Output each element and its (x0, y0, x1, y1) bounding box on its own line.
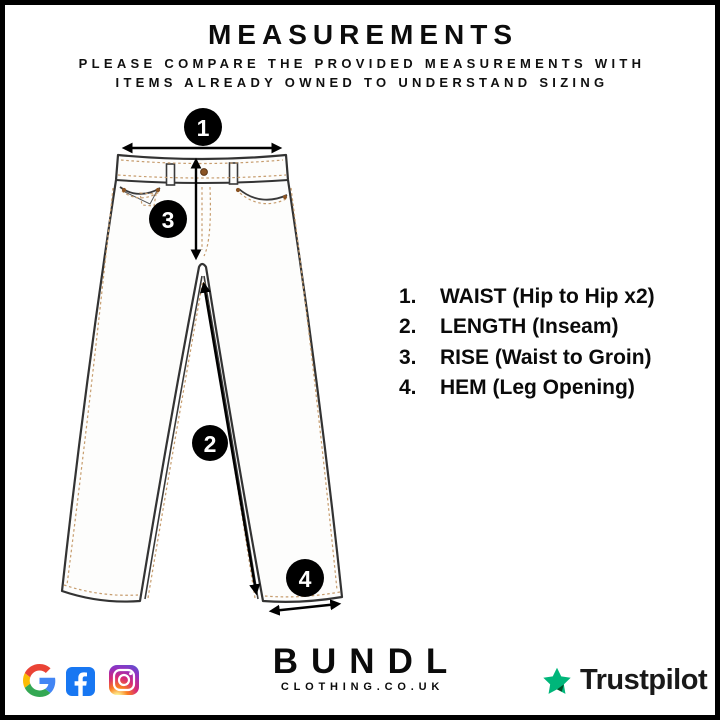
legend-label: RISE (Waist to Groin) (440, 345, 652, 369)
trustpilot-wordmark: Trustpilot (580, 664, 708, 696)
legend-item-length (399, 312, 655, 342)
marker-hem-number: 4 (298, 566, 312, 592)
legend-label: WAIST (Hip to Hip x2) (440, 285, 655, 308)
legend-number: 2. (399, 315, 417, 339)
marker-rise-number: 3 (161, 207, 175, 233)
subtitle-line-1: PLEASE COMPARE THE PROVIDED MEASUREMENTS WITH (78, 56, 646, 71)
marker-length (192, 425, 228, 461)
legend-label: LENGTH (Inseam) (440, 315, 619, 339)
jeans-belt-loop-right (230, 163, 238, 184)
jeans-belt-loop-left (167, 164, 175, 185)
trustpilot-logo (542, 665, 707, 696)
legend-number: 3. (399, 345, 417, 369)
page-title: MEASUREMENTS (207, 19, 518, 50)
legend-number: 1. (399, 285, 417, 308)
subtitle-line-2: ITEMS ALREADY OWNED TO UNDERSTAND SIZING (115, 75, 609, 90)
trustpilot-star-icon (542, 667, 572, 695)
marker-hem (286, 559, 324, 597)
legend-item-hem (399, 373, 655, 403)
jeans-outline (62, 155, 342, 602)
jeans-button (201, 169, 208, 176)
brand-name: BUNDL (272, 642, 461, 681)
brand-domain: CLOTHING.CO.UK (280, 681, 445, 693)
marker-waist-number: 1 (196, 115, 210, 141)
marker-rise (149, 200, 187, 238)
measurement-legend (399, 282, 655, 403)
legend-item-waist (399, 282, 655, 312)
hem-measure-arrow (272, 604, 338, 611)
marker-waist (184, 108, 222, 146)
legend-label: HEM (Leg Opening) (440, 375, 635, 399)
marker-length-number: 2 (203, 431, 217, 457)
page-subtitle (0, 54, 720, 92)
jeans-measurement-diagram (40, 100, 390, 625)
legend-item-rise (399, 343, 655, 373)
legend-number: 4. (399, 375, 417, 399)
